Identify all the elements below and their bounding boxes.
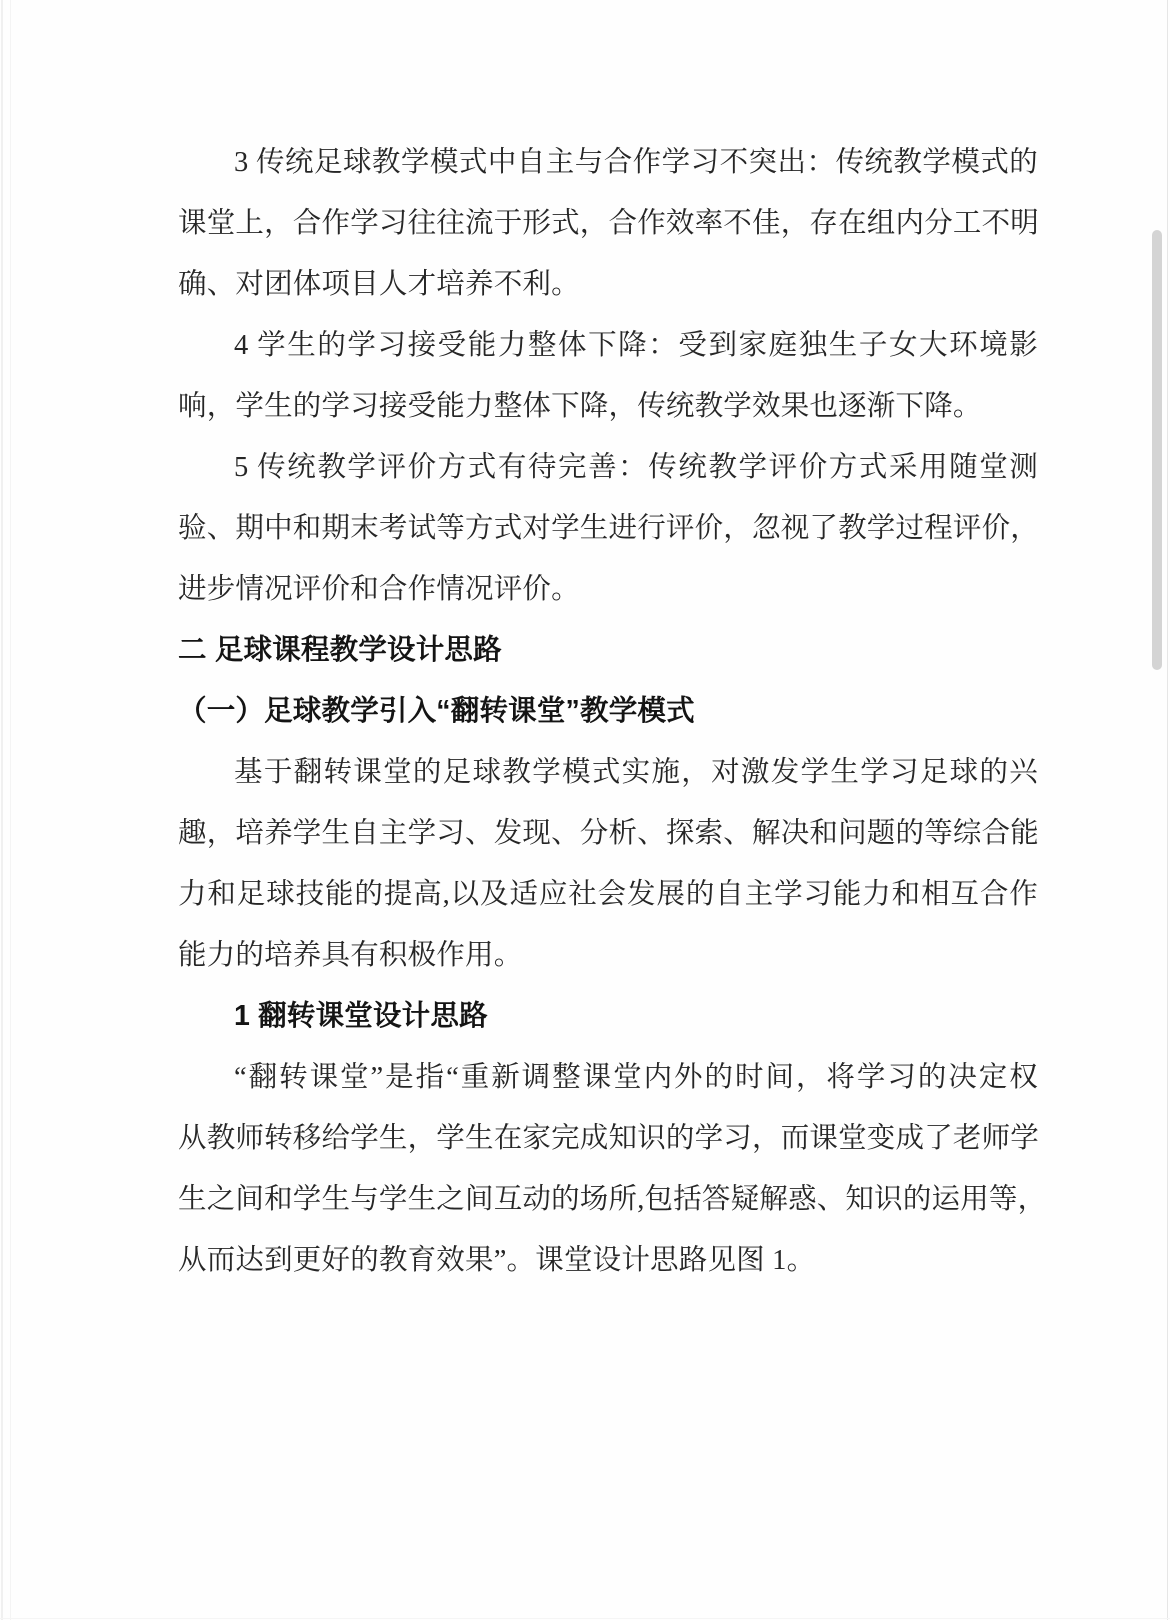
body-text-line: 课堂上，合作学习往往流于形式，合作效率不佳，存在组内分工不明 (178, 208, 1040, 239)
body-text-line: 生之间和学生与学生之间互动的场所,包括答疑解惑、知识的运用等， (178, 1184, 1047, 1215)
body-text-line: 4 学生的学习接受能力整体下降：受到家庭独生子女大环境影 (234, 330, 1038, 361)
document-text (178, 132, 1047, 1291)
body-text-line: 5 传统教学评价方式有待完善：传统教学评价方式采用随堂测 (234, 452, 1038, 483)
body-text-line: 响，学生的学习接受能力整体下降，传统教学效果也逐渐下降。 (178, 391, 982, 422)
body-text-line: 力和足球技能的提高,以及适应社会发展的自主学习能力和相互合作 (178, 879, 1038, 910)
section-heading: 二 足球课程教学设计思路 (178, 634, 502, 666)
page-right-edge-line (1167, 0, 1168, 1620)
body-text-line: 从而达到更好的教育效果”。课堂设计思路见图 1。 (178, 1245, 816, 1276)
body-text-line: “翻转课堂”是指“重新调整课堂内外的时间，将学习的决定权 (234, 1062, 1038, 1093)
body-text-line: 趣，培养学生自主学习、发现、分析、探索、解决和问题的等综合能 (178, 818, 1040, 849)
vertical-scrollbar-thumb[interactable] (1152, 230, 1162, 670)
body-text-line: 确、对团体项目人才培养不利。 (178, 269, 580, 300)
section-heading: 1 翻转课堂设计思路 (234, 1000, 488, 1032)
page-left-edge-line (1, 0, 3, 1620)
body-text-line: 进步情况评价和合作情况评价。 (178, 574, 580, 605)
body-text-line: 3 传统足球教学模式中自主与合作学习不突出：传统教学模式的 (234, 147, 1038, 178)
page-left-edge-line-inner (10, 0, 11, 1620)
page-bottom-edge-line (0, 1618, 1170, 1619)
body-text-line: 从教师转移给学生，学生在家完成知识的学习，而课堂变成了老师学 (178, 1123, 1040, 1154)
body-text-line: 验、期中和期末考试等方式对学生进行评价，忽视了教学过程评价， (178, 513, 1040, 544)
body-text-line: 基于翻转课堂的足球教学模式实施，对激发学生学习足球的兴 (234, 757, 1038, 788)
section-heading: （一）足球教学引入“翻转课堂”教学模式 (178, 695, 695, 727)
body-text-line: 能力的培养具有积极作用。 (178, 940, 523, 971)
